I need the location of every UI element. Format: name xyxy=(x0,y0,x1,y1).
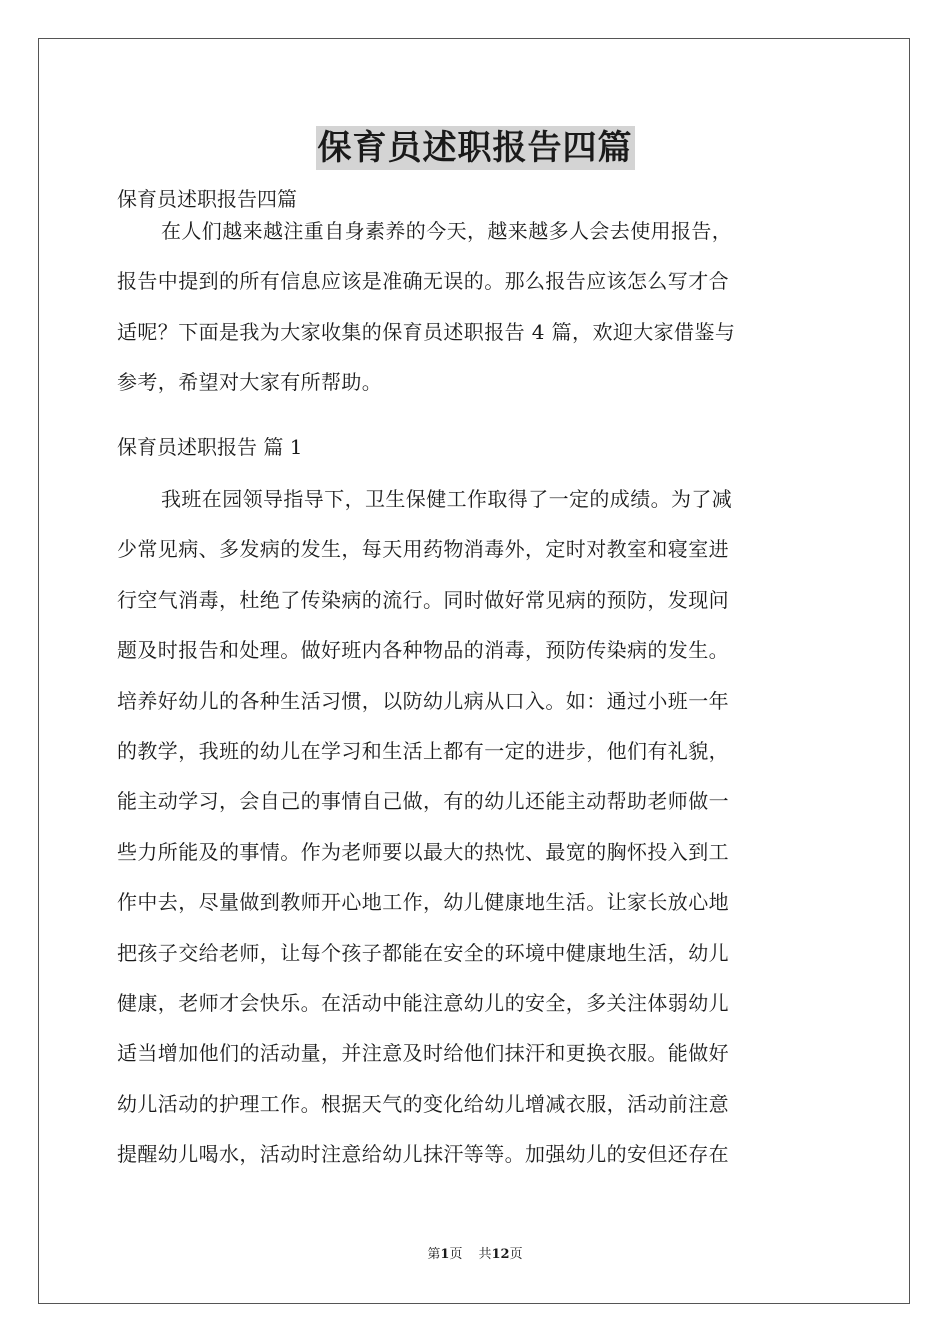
title-container xyxy=(0,126,950,170)
paragraph-line: 把孩子交给老师，让每个孩子都能在安全的环境中健康地生活，幼儿 xyxy=(117,940,729,965)
paragraph-line: 培养好幼儿的各种生活习惯，以防幼儿病从口入。如：通过小班一年 xyxy=(117,688,729,713)
paragraph-line: 行空气消毒，杜绝了传染病的流行。同时做好常见病的预防，发现问 xyxy=(117,587,729,612)
intro-paragraph xyxy=(117,206,834,408)
paragraph-line: 适当增加他们的活动量，并注意及时给他们抹汗和更换衣服。能做好 xyxy=(117,1041,729,1066)
page-total-suffix: 页 xyxy=(509,1247,523,1262)
paragraph-line: 能主动学习，会自己的事情自己做，有的幼儿还能主动帮助老师做一 xyxy=(117,789,729,814)
paragraph-line: 提醒幼儿喝水，活动时注意给幼儿抹汗等等。加强幼儿的安但还存在 xyxy=(117,1142,729,1167)
paragraph-line: 适呢？下面是我为大家收集的保育员述职报告 4 篇，欢迎大家借鉴与 xyxy=(117,319,736,344)
document-subtitle: 保育员述职报告四篇 xyxy=(117,187,297,211)
page-total-prefix: 共 xyxy=(478,1247,492,1262)
page-number-prefix: 第 xyxy=(427,1247,441,1262)
paragraph-line: 作中去，尽量做到教师开心地工作，幼儿健康地生活。让家长放心地 xyxy=(117,890,729,915)
page-footer xyxy=(0,1246,950,1264)
paragraph-line: 题及时报告和处理。做好班内各种物品的消毒，预防传染病的发生。 xyxy=(117,638,729,663)
section-1-paragraph xyxy=(117,474,834,1180)
section-heading: 保育员述职报告 篇 1 xyxy=(117,435,303,459)
paragraph-line: 少常见病、多发病的发生，每天用药物消毒外，定时对教室和寝室进 xyxy=(117,537,729,562)
paragraph-line: 健康，老师才会快乐。在活动中能注意幼儿的安全，多关注体弱幼儿 xyxy=(117,991,729,1016)
page-number-suffix: 页 xyxy=(449,1247,463,1262)
page-total: 12 xyxy=(491,1247,510,1262)
paragraph-line: 些力所能及的事情。作为老师要以最大的热忱、最宽的胸怀投入到工 xyxy=(117,839,729,864)
document-title: 保育员述职报告四篇 xyxy=(317,128,633,168)
paragraph-line: 报告中提到的所有信息应该是准确无误的。那么报告应该怎么写才合 xyxy=(117,269,729,294)
paragraph-line: 幼儿活动的护理工作。根据天气的变化给幼儿增减衣服，活动前注意 xyxy=(117,1091,729,1116)
paragraph-line: 在人们越来越注重自身素养的今天，越来越多人会去使用报告， xyxy=(161,219,733,243)
paragraph-line: 我班在园领导指导下，卫生保健工作取得了一定的成绩。为了减 xyxy=(161,487,733,511)
paragraph-line: 参考，希望对大家有所帮助。 xyxy=(117,370,383,395)
page-number-current: 1 xyxy=(440,1247,450,1262)
paragraph-line: 的教学，我班的幼儿在学习和生活上都有一定的进步，他们有礼貌， xyxy=(117,739,729,764)
